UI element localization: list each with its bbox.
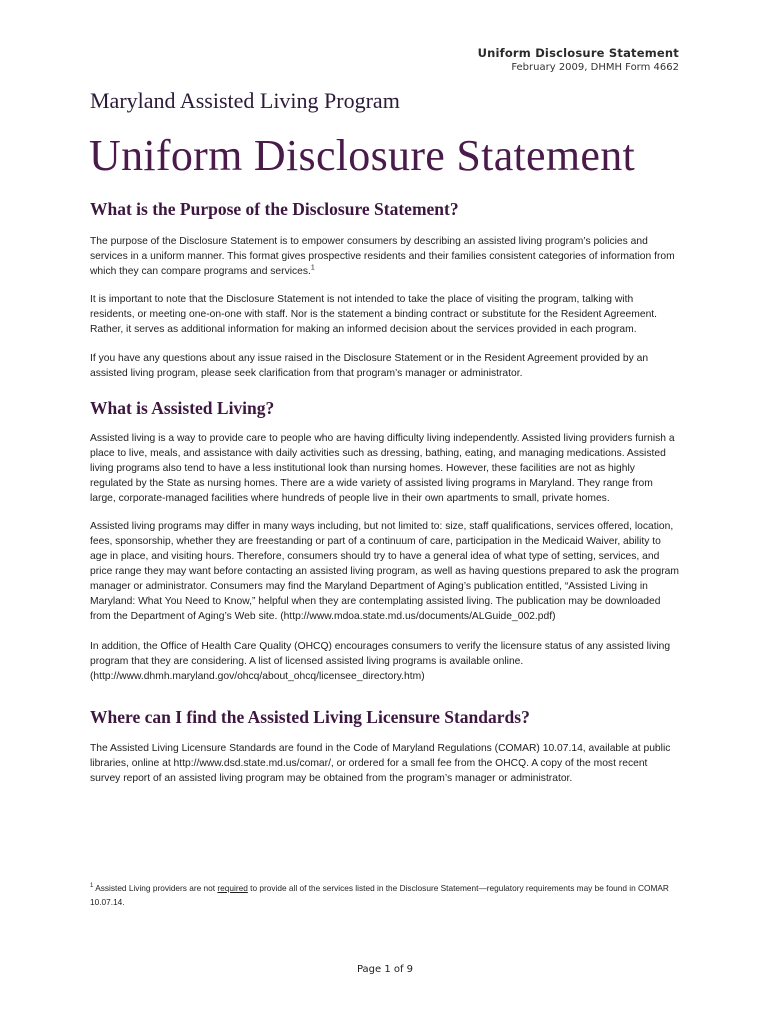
assisted-living-paragraph-2: Assisted living programs may differ in many ways including, but not limited to: size, staff qualifications, services offered, location, fees, sponsorship, whether they are freestanding or part of a continuum of care, participation in the Medicaid Waiver, ability to age in place, and visiting hours. Therefore, consumers should try to have a general idea of what type of setting, services, and price range they may want before contacting an assisted living program, as well as having questions prepared to ask the program manager or administrator. Consumers may find the Maryland Department of Aging’s publication entitled, “Assisted Living in Maryland: What You Need to Know,” helpful when they are contemplating assisted living. The publication may be downloaded from the Department of Aging’s Web site. (http://www.mdoa.state.md.us/documents/ALGuide_002.pdf) [90, 521, 679, 622]
form-header-info: February 2009, DHMH Form 4662 [511, 62, 679, 73]
footnote [90, 881, 680, 909]
assisted-living-paragraph-1: Assisted living is a way to provide care to people who are having difficulty living independently. Assisted living providers furnish a place to live, meals, and assistance with daily activities such as dressing, bathing, eating, and managing medications. Assisted living programs also tend to have a less institutional look than nursing homes. However, these facilities are not as highly regulated by the State as nursing homes. There are a wide variety of assisted living programs in Maryland. They range from large, corporate-managed facilities where hundreds of people live in their own apartments to small, private homes. [90, 433, 675, 504]
heading-licensure-standards: Where can I find the Assisted Living Licensure Standards? [90, 707, 530, 727]
purpose-paragraph-2: It is important to note that the Disclosure Statement is not intended to take the place of visiting the program, talking with residents, or meeting one-on-one with staff. Nor is the statement a binding contract or substitute for the Resident Agreement. Rather, it serves as additional information for making an informed decision about the services provided in each program. [90, 294, 658, 335]
footnote-text-after: to provide all of the services listed in the Disclosure Statement—regulatory requirements may be found in COMAR 10.07.14. [90, 883, 669, 907]
footnote-underlined-word: required [217, 883, 248, 893]
document-title: Uniform Disclosure Statement [89, 131, 636, 180]
purpose-paragraph-1 [90, 234, 680, 279]
footnote-text-before: Assisted Living providers are not [93, 883, 218, 893]
purpose-paragraph-1-text: The purpose of the Disclosure Statement is to empower consumers by describing an assisted living program’s policies and services in a uniform manner. This format gives prospective residents and their families consistent categories of information from which they can compare programs and services. [90, 236, 675, 277]
footnote-number: 1 [90, 883, 94, 890]
footnote-reference: 1 [310, 264, 315, 272]
page-number: Page 1 of 9 [356, 964, 414, 975]
standards-paragraph-1: The Assisted Living Licensure Standards are found in the Code of Maryland Regulations (COMAR) 10.07.14, available at public libraries, online at http://www.dsd.state.md.us/comar/, or ordered for a small fee from the OHCQ. A copy of the most recent survey report of an assisted living program may be obtained from the program’s manager or administrator. [90, 743, 671, 784]
form-header [478, 46, 679, 73]
purpose-paragraph-3: If you have any questions about any issue raised in the Disclosure Statement or in the Resident Agreement provided by an assisted living program, please seek clarification from that program’s manager or administrator. [90, 353, 649, 379]
heading-assisted-living: What is Assisted Living? [90, 398, 275, 418]
form-header-title: Uniform Disclosure Statement [477, 46, 679, 60]
heading-purpose: What is the Purpose of the Disclosure Statement? [90, 199, 459, 219]
program-name: Maryland Assisted Living Program [90, 88, 400, 113]
assisted-living-paragraph-3: In addition, the Office of Health Care Quality (OHCQ) encourages consumers to verify the licensure status of any assisted living program that they are considering. A list of licensed assisted living programs is available online. (http://www.dhmh.maryland.gov/ohcq/about_ohcq/licensee_directory.htm) [90, 641, 671, 682]
